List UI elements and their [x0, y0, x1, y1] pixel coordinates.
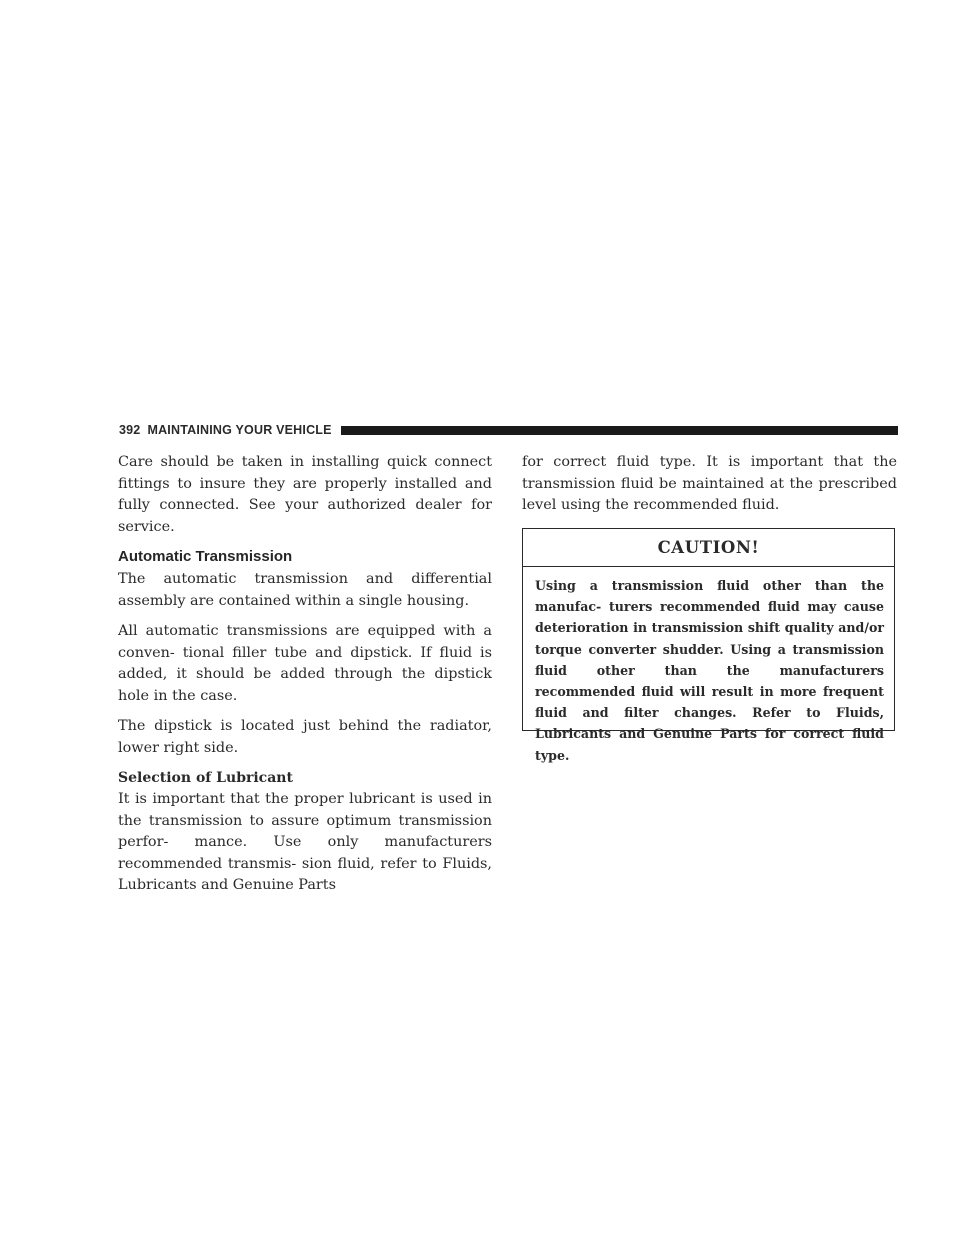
automatic-transmission-heading: Automatic Transmission: [118, 548, 293, 565]
dipstick-location-paragraph: The dipstick is located just behind the radiator, lower right side.: [118, 718, 492, 756]
caution-title: CAUTION!: [523, 529, 894, 567]
dipstick-equipment-paragraph: All automatic transmissions are equipped with a conven- tional filler tube and dipstick. If fluid is added, it should be added through the dipstick hole in the case.: [118, 623, 492, 704]
caution-box: [522, 528, 895, 763]
lubricant-paragraph: It is important that the proper lubricant is used in the transmission to assure optimum transmission perfor- mance. Use only manufacturers recommended transmis- sion fluid, refer to Fluids, Lubricants and Genuine Parts: [118, 791, 492, 893]
right-column: [522, 452, 897, 526]
housing-paragraph: The automatic transmission and differential assembly are contained within a single housing.: [118, 571, 492, 609]
caution-text: Using a transmission fluid other than the manufac- turers recommended fluid may cause deterioration in transmission shift quality and/or torque converter shudder. Using a transmission fluid other than the manufacturers recommended fluid will result in more frequent fluid and filter changes. Refer to Fluids, Lubricants and Genuine Parts for correct fluid type.: [535, 578, 884, 763]
page-number: 392: [119, 423, 141, 437]
continued-paragraph: for correct fluid type. It is important that the transmission fluid be maintained at the prescribed level using the recommended fluid.: [522, 454, 897, 513]
selection-of-lubricant-section: [118, 768, 492, 897]
page-header: [119, 422, 898, 438]
header-rule: [341, 426, 898, 435]
left-column: [118, 452, 492, 897]
selection-of-lubricant-heading: Selection of Lubricant: [118, 770, 293, 786]
intro-paragraph: Care should be taken in installing quick connect fittings to insure they are properly installed and fully connected. See your authorized dealer for service.: [118, 454, 492, 535]
section-title: MAINTAINING YOUR VEHICLE: [147, 423, 332, 437]
